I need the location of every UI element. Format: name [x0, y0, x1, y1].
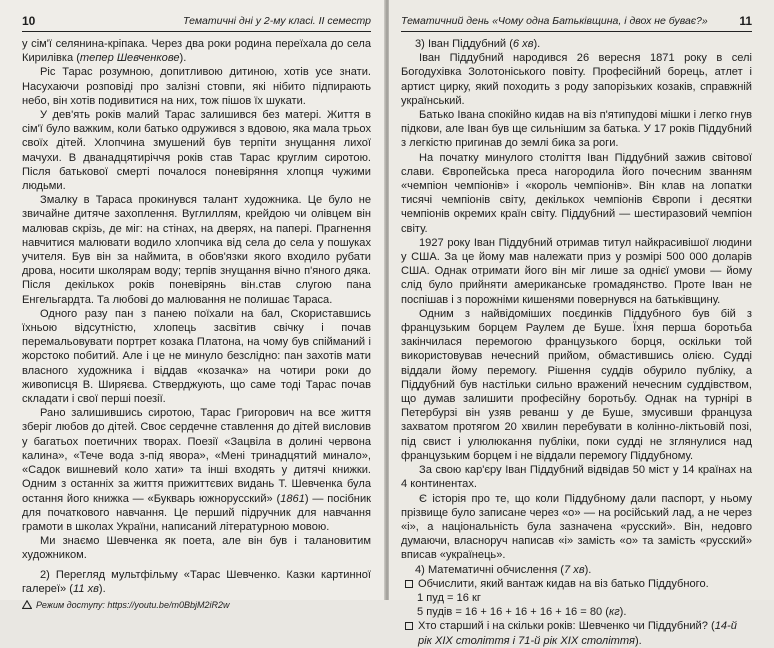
- right-paragraph-1: Іван Піддубний народився 26 вересня 1871 року в селі Богодухівка Золотоніського повіту. Професійний борець, атлет і артист цирку, який походить з роду запорізьких козаків, справжній український.: [401, 52, 752, 107]
- left-page-number: 10: [22, 14, 36, 28]
- left-page: [0, 0, 385, 610]
- left-paragraph-6: [22, 406, 371, 534]
- left-paragraph-6-end: ) — посібник для початкового навчання. Це перший підручник для навчання грамоти в школах України, написаний літературною мовою.: [22, 492, 371, 533]
- left-paragraph-1-italic: тепер Шевченкове: [79, 52, 180, 65]
- item-2-duration: 11 хв: [72, 582, 99, 595]
- task-1-text: Обчислити, який вантаж кидав на віз батько Піддубного.: [418, 577, 709, 590]
- warning-triangle-icon: [22, 600, 32, 609]
- right-paragraph-2: Батько Івана спокійно кидав на віз п'ятипудові мішки і легко гнув підкови, але Іван був ще сильнішим за батька. У 17 років Піддубний з легкістю пригинав до землі бика за роги.: [401, 109, 752, 150]
- calc-line-2-text: 5 пудів = 16 + 16 + 16 + 16 + 16 = 80 (: [417, 606, 609, 619]
- task-2-question: Хто старший і на скільки років: Шевченко чи Піддубний? (: [418, 620, 715, 633]
- right-page-header: [401, 14, 752, 32]
- left-paragraph-7: Ми знаємо Шевченка як поета, але він був і талановитим художником.: [22, 535, 371, 562]
- item-3-text: 3) Іван Піддубний (: [415, 38, 513, 50]
- right-paragraph-7: Є історія про те, що коли Піддубному дали паспорт, у ньому прізвище було записане через «о» — на російський лад, а не через «і», а національність була зазначена «русский». Він, недовго думаючи, власноруч написав «і» замість «о» та замість «русский» вписав «українець».: [401, 492, 752, 562]
- right-paragraph-3: На початку минулого століття Іван Піддубний зажив світової слави. Європейська преса нагородила його почесним званням «чемпіон чемпіонів» і «король чемпіонів». Він клав на лопатки тисячі чемпіонів світу, декількох чемпіонів Європи і десятки чемпіонів окремих країн світу. Піддубний — шестиразовий чемпіон світу.: [401, 151, 752, 235]
- item-4-duration: 7 хв: [564, 563, 585, 576]
- left-paragraph-1: [22, 37, 371, 65]
- right-header-title: Тематичний день «Чому одна Батьківщина, і двох не буває?»: [401, 15, 708, 27]
- right-paragraph-5: Одним з найвідоміших поєдинків Піддубного був бій з французьким борцем Раулем де Буше. Їхня перша боротьба закінчилася перемогою французького борця, оскільки той використовував нечесний прийом, обмастившись олією. Судді віддали йому перемогу. Рішення суддів обурило публіку, а Піддубний був настільки сильно вражений нечесним суддівством, що думав залишити професійну боротьбу. Однак на турнірі в Петербурзі він узяв реванш у де Буше, змусивши француза захватом протягом 20 хвилин перебувати в колінно-ліктьовій позі, під свист і улюлюкання публіки, поки судді не зглянулися над французьким борцем і не віддали перемогу Піддубному.: [401, 307, 752, 462]
- calc-line-2-unit: кг: [608, 606, 620, 619]
- right-page-number: 11: [739, 14, 752, 28]
- checkbox-icon: [405, 580, 413, 588]
- right-paragraph-6: За свою кар'єру Іван Піддубний відвідав 50 міст у 14 країнах на 4 континентах.: [401, 464, 752, 491]
- left-paragraph-2: Ріс Тарас розумною, допитливою дитиною, хотів усе знати. Насухаючи розповіді про залізні стовпи, які нібито підпирають небо, він хотів подивитися на них, тож пішов їх шукати.: [22, 66, 371, 107]
- item-2-heading: [22, 568, 371, 596]
- left-paragraph-3: У дев'ять років малий Тарас залишився без матері. Життя в сім'ї було важким, коли батько одружився з вдовою, яка мала трьох своїх дітей. Хлопчина змушений був терпіти знущання лихої мачухи. В дванадцятиріччя років став Тарас круглим сиротою. Після батькової смерті почалося поневіряння хлопця чужими людьми.: [22, 109, 371, 193]
- item-3-end: ).: [533, 38, 541, 50]
- task-2: [401, 619, 752, 647]
- access-link[interactable]: Режим доступу: https://youtu.be/m0BbjM2iR2w: [36, 599, 230, 610]
- left-paragraph-1-text: у сім'ї селянина-кріпака. Через два роки родина переїхала до села Кирилівка (: [22, 38, 371, 65]
- item-3-heading: [401, 37, 752, 51]
- calc-line-2: [401, 605, 752, 619]
- task-2-end: ).: [634, 634, 642, 647]
- item-2-end: ).: [98, 582, 106, 595]
- item-2-text: 2) Перегляд мультфільму «Тарас Шевченко. Казки картинної галереї» (: [22, 568, 371, 595]
- access-link-row[interactable]: [22, 600, 371, 610]
- item-4-heading: [401, 563, 752, 577]
- left-page-header: [22, 14, 371, 32]
- left-paragraph-5: Одного разу пан з панею поїхали на бал, Скориставшись їхньою відсутністю, хлопець засвітив свічку і почав перемальовувати портрет козака Платона, на чому був спійманий і жорстоко побитий. Але і це не минуло безслідно: пан захотів мати власного художника і віддав «козачка» на чотири роки до живописця В. Ширяєва. Стверджують, що саме тоді Тарас почав складати і свої перші поезії.: [22, 307, 371, 406]
- calc-line-2-end: ).: [619, 606, 627, 619]
- left-paragraph-6-italic: 1861: [280, 492, 305, 505]
- right-page: [389, 0, 774, 647]
- task-1: [401, 577, 752, 591]
- task-2-text: [418, 619, 752, 647]
- left-header-title: Тематичні дні у 2-му класі. ІІ семестр: [183, 15, 371, 27]
- left-paragraph-1-end: ).: [179, 52, 187, 65]
- task-2-hint: 14-й рік XIX століття і 71-й рік XIX століття: [418, 620, 737, 647]
- left-paragraph-4: Змалку в Тараса прокинувся талант художника. Це було не звичайне дитяче захоплення. Вуглиллям, крейдою чи олівцем він малював скрізь, де міг: на стінах, на дверях, на папері. Прагнення навчитися малювати водило хлопчика від села до села у пошуках учителя. Був він за наймита, в обов'язки якого входило рубати дрова, носити школярам воду; терпів знущання вічно п'яного дяка. Після декількох років поневірянь він.став слугою пана Енгельгардта. Та любові до малювання не полишає Тараса.: [22, 194, 371, 306]
- item-3-duration: 6 хв: [512, 38, 534, 50]
- calc-line-1: 1 пуд = 16 кг: [417, 591, 481, 604]
- right-paragraph-4: 1927 року Іван Піддубний отримав титул найкрасивішої людини у США. За це йому мав належати приз у розмірі 500 000 доларів США. Однак отримати його він міг лише за однієї умови — йому слід було прийняти американське громадянство. Проте Іван не поспішав і з порожніми кишенями повернувся на батьківщину.: [401, 236, 752, 306]
- item-4-end: ).: [584, 563, 592, 576]
- checkbox-icon: [405, 622, 413, 630]
- left-paragraph-6-text: Рано залишившись сиротою, Тарас Григорович на все життя зберіг любов до дітей. Своє сердечне ставлення до дітей висловив у багатьох поетичних творах. Поезії «Зацвіла в долині червона калина», «Тече вода з-під явора», «Мені тринадцятий минало», «Садок вишневий коло хати» та інші входять у дитячі книжки. Одним з останніх за життя прижиттєвих видань Т. Шевченка була остання його книжка — «Букварь южнорусский» (: [22, 407, 371, 505]
- item-4-text: 4) Математичні обчислення (: [415, 563, 565, 576]
